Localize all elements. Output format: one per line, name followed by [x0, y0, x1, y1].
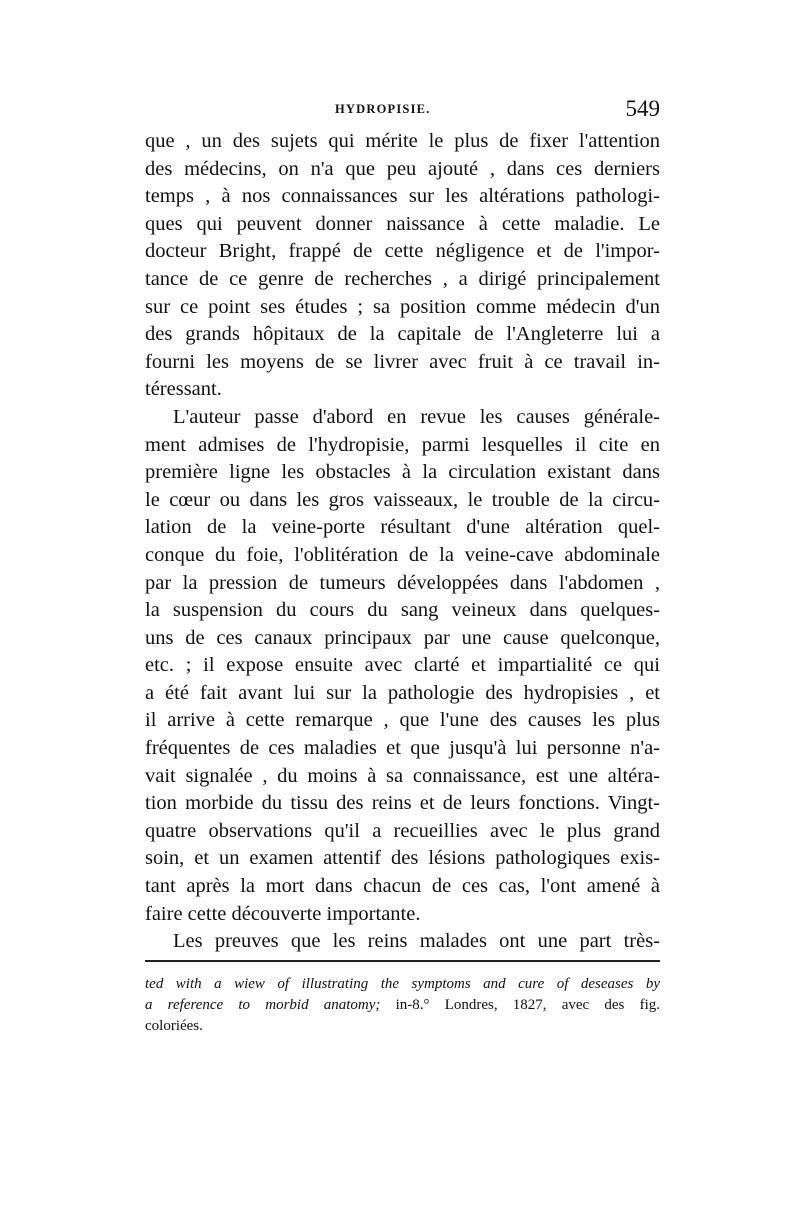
text-line: faire cette découverte importante.: [145, 902, 421, 925]
body-text: [145, 128, 660, 956]
text-line: des médecins, on n'a que peu ajouté , dans ces derniers: [145, 157, 660, 180]
text-line: le cœur ou dans les gros vaisseaux, le trouble de la circu-: [145, 488, 660, 511]
text-line: que , un des sujets qui mérite le plus de fixer l'attention: [145, 130, 660, 152]
text-line: docteur Bright, frappé de cette négligence et de l'impor-: [145, 240, 660, 263]
text-line: quatre observations qu'il a recueillies avec le plus grand: [145, 819, 660, 842]
text-line: des grands hôpitaux de la capitale de l'Angleterre lui a: [145, 323, 660, 346]
text-line: temps , à nos connaissances sur les altérations pathologi-: [145, 185, 660, 208]
text-line: fréquentes de ces maladies et que jusqu'à lui personne n'a-: [145, 737, 660, 760]
text-line: a été fait avant lui sur la pathologie des hydropisies , et: [145, 681, 660, 704]
text-line: L'auteur passe d'abord en revue les causes générale-: [173, 405, 660, 428]
footnote-line: [145, 995, 660, 1016]
text-line: ment admises de l'hydropisie, parmi lesquelles il cite en: [145, 433, 660, 456]
text-line: tance de ce genre de recherches , a dirigé principalement: [145, 267, 660, 290]
text-line: tion morbide du tissu des reins et de leurs fonctions. Vingt-: [145, 792, 660, 815]
text-line: etc. ; il expose ensuite avec clarté et impartialité ce qui: [145, 654, 660, 677]
text-line: fourni les moyens de se livrer avec fruit à ce travail in-: [145, 350, 660, 373]
footnote-rule: [145, 960, 660, 962]
footnote: [145, 974, 660, 1037]
text-line: téressant.: [145, 378, 222, 401]
text-line: conque du foie, l'oblitération de la veine-cave abdominale: [145, 543, 660, 566]
text-line: tant après la mort dans chacun de ces cas, l'ont amené à: [145, 875, 660, 898]
running-head: [145, 96, 660, 126]
footnote-line: coloriées.: [145, 1018, 203, 1034]
text-line: il arrive à cette remarque , que l'une des causes les plus: [145, 709, 660, 732]
text-line: ques qui peuvent donner naissance à cette maladie. Le: [145, 212, 660, 235]
text-line: sur ce point ses études ; sa position comme médecin d'un: [145, 295, 660, 318]
text-line: soin, et un examen attentif des lésions pathologiques exis-: [145, 847, 660, 870]
text-line: première ligne les obstacles à la circulation existant dans: [145, 461, 660, 484]
text-line: uns de ces canaux principaux par une cause quelconque,: [145, 626, 660, 649]
footnote-italic-text: a reference to morbid anatomy;: [145, 997, 381, 1013]
text-line: la suspension du cours du sang veineux dans quelques-: [145, 599, 660, 622]
text-line: Les preuves que les reins malades ont une part très-: [173, 930, 660, 953]
text-line: vait signalée , du moins à sa connaissance, est une altéra-: [145, 764, 660, 787]
footnote-roman-text: in-8.° Londres, 1827, avec des fig.: [380, 997, 660, 1013]
text-line: par la pression de tumeurs développées dans l'abdomen ,: [145, 571, 660, 594]
text-line: lation de la veine-porte résultant d'une altération quel-: [145, 516, 660, 539]
footnote-line: ted with a wiew of illustrating the symptoms and cure of deseases by: [145, 976, 660, 992]
running-head-title: HYDROPISIE.: [335, 102, 431, 116]
page-number: 549: [625, 96, 660, 121]
